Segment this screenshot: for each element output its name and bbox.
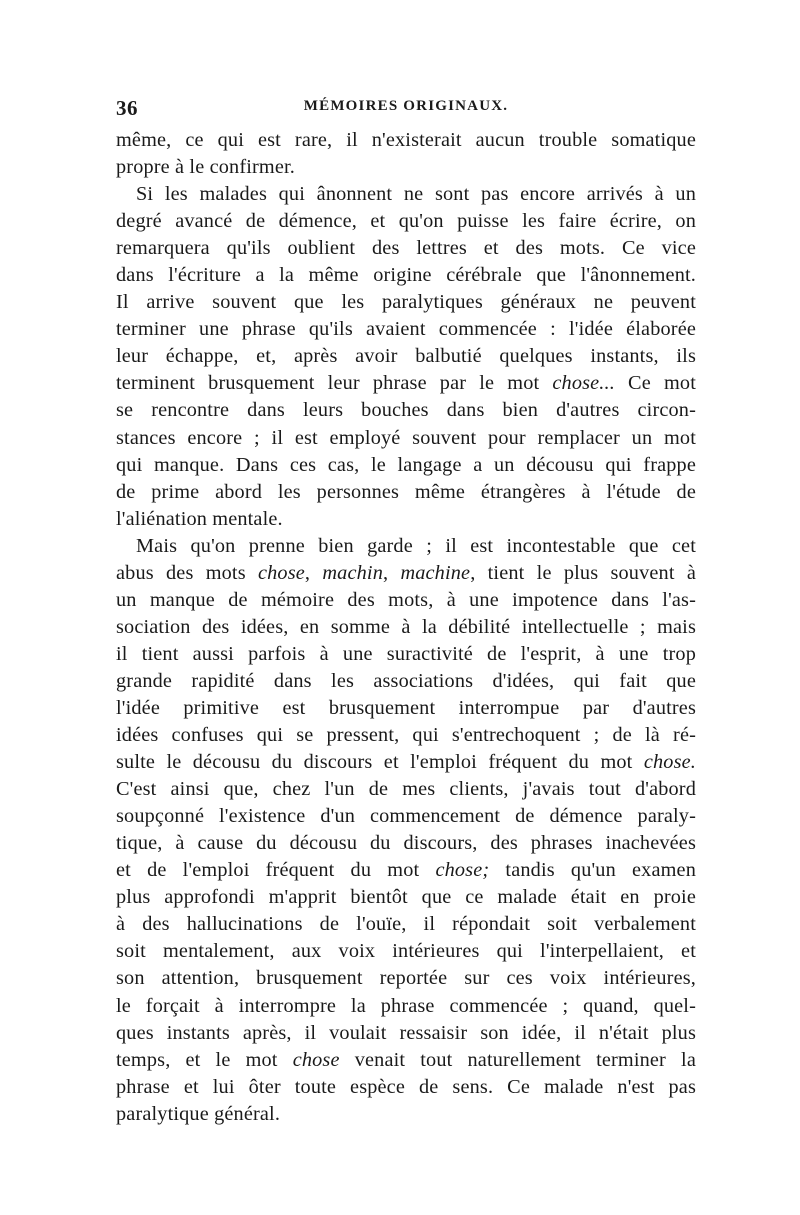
- text-line: [116, 452, 696, 479]
- text-line: [116, 857, 696, 884]
- text-segment: abus des mots: [116, 561, 258, 584]
- page-number: 36: [116, 96, 138, 120]
- text-line: [116, 1047, 696, 1074]
- text-segment: remarquera qu'ils oublient des lettres et des mots. Ce vice: [116, 237, 696, 260]
- text-line: [116, 1101, 696, 1128]
- text-line: [116, 965, 696, 992]
- text-line: [116, 425, 696, 452]
- text-segment: terminent brusquement leur phrase par le mot: [116, 372, 553, 395]
- italic-word: chose: [292, 1048, 340, 1071]
- text-line: [116, 614, 696, 641]
- text-segment: qui manque. Dans ces cas, le langage a un décousu qui frappe: [116, 453, 696, 476]
- text-line: [116, 803, 696, 830]
- text-line: [116, 1074, 696, 1101]
- italic-word: chose;: [435, 859, 490, 882]
- text-segment: stances encore ; il est employé souvent pour remplacer un mot: [116, 426, 696, 449]
- text-segment: il tient aussi parfois à une suractivité de l'esprit, à une trop: [116, 642, 696, 665]
- text-segment: tique, à cause du décousu du discours, des phrases inachevées: [116, 832, 696, 855]
- text-segment: plus approfondi m'apprit bientôt que ce malade était en proie: [116, 886, 696, 909]
- text-line: [116, 208, 696, 235]
- text-segment: soit mentalement, aux voix intérieures qui l'interpellaient, et: [116, 940, 696, 963]
- text-line: [116, 695, 696, 722]
- text-segment: Mais qu'on prenne bien garde ; il est incontestable que cet: [136, 534, 696, 557]
- text-segment: soupçonné l'existence d'un commencement de démence paraly-: [116, 805, 696, 828]
- running-head: MÉMOIRES ORIGINAUX.: [303, 98, 509, 114]
- italic-word: chose.: [643, 751, 696, 774]
- text-segment: ,: [382, 561, 401, 584]
- text-line: [116, 641, 696, 668]
- page-header: [116, 96, 696, 120]
- text-segment: sulte le décousu du discours et l'emploi fréquent du mot: [116, 751, 644, 774]
- text-segment: leur échappe, et, après avoir balbutié quelques instants, ils: [116, 345, 696, 368]
- text-line: [116, 587, 696, 614]
- body-text: [116, 127, 696, 1128]
- text-segment: à des hallucinations de l'ouïe, il répondait soit verbalement: [116, 913, 696, 936]
- italic-word: machine: [400, 561, 471, 584]
- text-line: [116, 316, 696, 343]
- text-segment: Si les malades qui ânonnent ne sont pas encore arrivés à un: [136, 183, 696, 206]
- text-segment: ques instants après, il voulait ressaisir son idée, il n'était plus: [116, 1021, 696, 1044]
- text-line: [116, 776, 696, 803]
- text-segment: son attention, brusquement reportée sur ces voix intérieures,: [116, 967, 696, 990]
- text-line: [116, 506, 696, 533]
- text-line: [116, 911, 696, 938]
- text-line: [116, 181, 696, 208]
- text-segment: idées confuses qui se pressent, qui s'entrechoquent ; de là ré-: [116, 724, 696, 747]
- text-line: [116, 343, 696, 370]
- text-line: [116, 479, 696, 506]
- italic-word: chose...: [552, 372, 615, 395]
- text-line: [116, 668, 696, 695]
- text-segment: C'est ainsi que, chez l'un de mes clients, j'avais tout d'abord: [116, 778, 696, 801]
- text-segment: tandis qu'un examen: [489, 859, 696, 882]
- text-segment: se rencontre dans leurs bouches dans bien d'autres circon-: [116, 399, 696, 422]
- italic-word: chose: [257, 561, 305, 584]
- text-segment: temps, et le mot: [116, 1048, 293, 1071]
- text-segment: ,: [304, 561, 323, 584]
- text-segment: degré avancé de démence, et qu'on puisse les faire écrire, on: [116, 210, 696, 233]
- text-line: [116, 938, 696, 965]
- text-segment: l'idée primitive est brusquement interrompue par d'autres: [116, 696, 696, 719]
- text-line: [116, 127, 696, 154]
- text-line: [116, 749, 696, 776]
- text-segment: paralytique général.: [116, 1102, 281, 1125]
- text-line: [116, 533, 696, 560]
- text-segment: un manque de mémoire des mots, à une impotence dans l'as-: [116, 588, 696, 611]
- text-segment: phrase et lui ôter toute espèce de sens. Ce malade n'est pas: [116, 1075, 696, 1098]
- text-line: [116, 370, 696, 397]
- text-line: [116, 560, 696, 587]
- text-segment: , tient le plus souvent à: [470, 561, 696, 584]
- text-segment: dans l'écriture a la même origine cérébrale que l'ânonnement.: [116, 264, 696, 287]
- text-line: [116, 289, 696, 316]
- italic-word: machin: [322, 561, 383, 584]
- text-line: [116, 722, 696, 749]
- text-line: [116, 235, 696, 262]
- text-line: [116, 884, 696, 911]
- text-line: [116, 830, 696, 857]
- text-line: [116, 397, 696, 424]
- text-segment: Il arrive souvent que les paralytiques généraux ne peuvent: [116, 291, 696, 314]
- text-segment: terminer une phrase qu'ils avaient commencée : l'idée élaborée: [116, 318, 696, 341]
- text-segment: propre à le confirmer.: [116, 156, 295, 179]
- text-segment: de prime abord les personnes même étrangères à l'étude de: [116, 480, 696, 503]
- text-segment: l'aliénation mentale.: [116, 507, 283, 530]
- text-segment: grande rapidité dans les associations d'idées, qui fait que: [116, 669, 696, 692]
- text-segment: Ce mot: [614, 372, 696, 395]
- text-segment: et de l'emploi fréquent du mot: [116, 859, 436, 882]
- text-segment: venait tout naturellement terminer la: [339, 1048, 696, 1071]
- text-line: [116, 262, 696, 289]
- text-segment: même, ce qui est rare, il n'existerait aucun trouble somatique: [116, 129, 696, 151]
- text-line: [116, 1020, 696, 1047]
- text-line: [116, 154, 696, 181]
- text-line: [116, 993, 696, 1020]
- text-segment: le forçait à interrompre la phrase commencée ; quand, quel-: [116, 994, 696, 1017]
- text-segment: sociation des idées, en somme à la débilité intellectuelle ; mais: [116, 615, 696, 638]
